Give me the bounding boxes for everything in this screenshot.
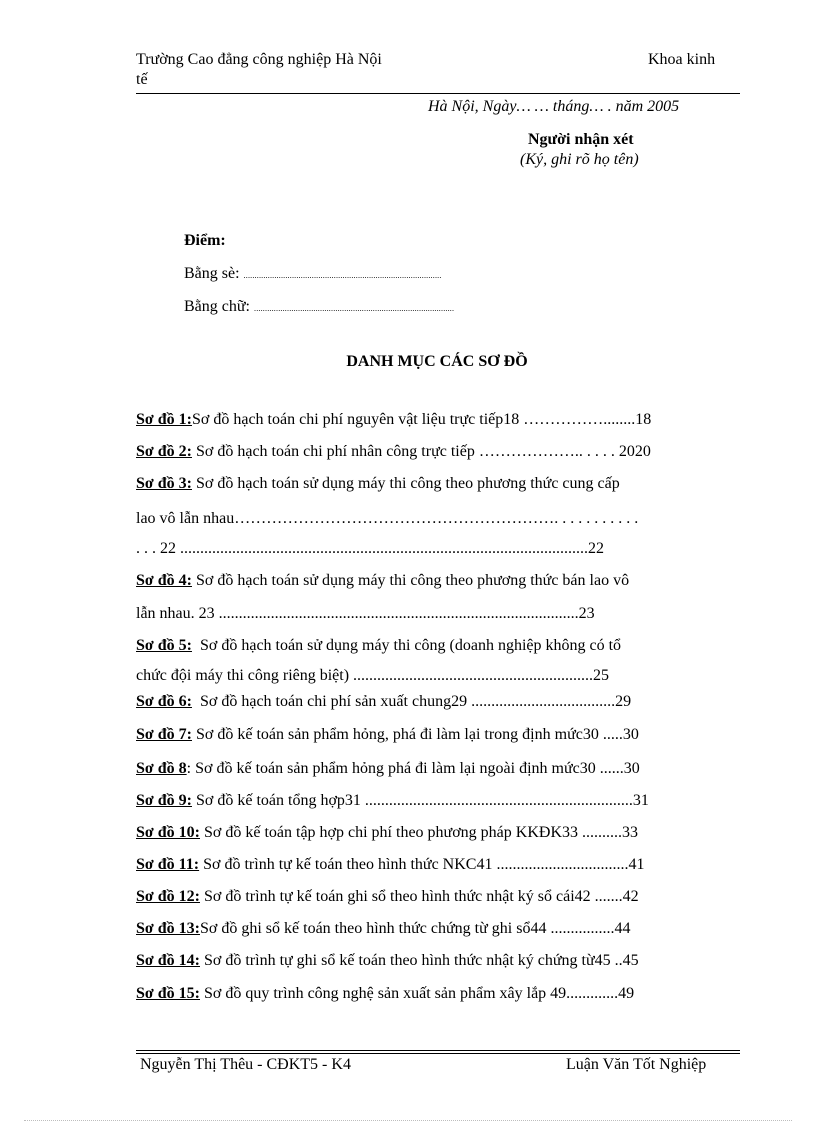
toc-item-text: Sơ đồ ghi sổ kế toán theo hình thức chứng từ ghi sổ44 ................44 <box>199 920 631 937</box>
toc-item-text: Sơ đồ hạch toán chi phí sản xuất chung29 ....................................29 <box>199 693 632 710</box>
score-by-number <box>184 264 442 286</box>
reviewer-subtitle: (Ký, ghi rõ họ tên) <box>520 151 639 168</box>
toc-item-6 <box>136 692 740 712</box>
footer-doc-type: Luận Văn Tốt Nghiệp <box>566 1056 707 1073</box>
toc-item-label: Sơ đồ 12: <box>136 888 200 905</box>
toc-item-label: Sơ đồ 3: <box>136 475 192 492</box>
page-edge <box>24 1120 792 1121</box>
faculty-name-continued: tế <box>136 71 148 88</box>
toc-item-11 <box>136 855 740 875</box>
reviewer-title: Người nhận xét <box>528 131 634 148</box>
toc-item-text: Sơ đồ hạch toán chi phí nguyên vật liệu trực tiếp18 ……………........18 <box>191 411 652 428</box>
toc-item-3-line-2: lao vô lẫn nhau……………………………………………………. . . . . . . . . . . <box>136 510 639 527</box>
footer-divider-top <box>136 1050 740 1051</box>
toc-item-text: Sơ đồ hạch toán chi phí nhân công trực tiếp ……………….. . . . . 2020 <box>195 443 651 460</box>
toc-item-label: Sơ đồ 4: <box>136 572 192 589</box>
toc-item-label: Sơ đồ 11: <box>136 856 200 873</box>
toc-item-label: Sơ đồ 9: <box>136 792 192 809</box>
toc-item-text: Sơ đồ kế toán tập hợp chi phí theo phương pháp KKĐK33 ..........33 <box>203 824 638 841</box>
toc-item-label: Sơ đồ 7: <box>136 726 192 743</box>
toc-item-label: Sơ đồ 8 <box>136 760 187 777</box>
toc-item-label: Sơ đồ 10: <box>136 824 200 841</box>
score-by-words-label: Bằng chữ: <box>184 298 250 315</box>
score-by-words-blank: ........................................................................................... <box>254 304 455 313</box>
toc-item-8 <box>136 759 740 779</box>
toc-item-3 <box>136 474 740 494</box>
toc-item-label: Sơ đồ 2: <box>136 443 192 460</box>
toc-item-text: : Sơ đồ kế toán sản phẩm hỏng phá đi làm lại ngoài định mức30 ......30 <box>186 760 640 777</box>
toc-item-4-line-2: lẫn nhau. 23 ..........................................................................................23 <box>136 605 595 622</box>
header-divider <box>136 93 740 94</box>
toc-item-3-line-3: . . . 22 ......................................................................................................22 <box>136 540 604 557</box>
toc-item-10 <box>136 823 740 843</box>
score-by-number-label: Bằng sè: <box>184 265 240 282</box>
toc-item-label: Sơ đồ 5: <box>136 637 192 654</box>
score-by-words <box>184 297 454 319</box>
toc-item-14 <box>136 951 740 971</box>
toc-item-2 <box>136 442 740 462</box>
header-school <box>136 50 382 90</box>
toc-item-9 <box>136 791 740 811</box>
toc-item-label: Sơ đồ 15: <box>136 985 200 1002</box>
toc-item-label: Sơ đồ 14: <box>136 952 200 969</box>
footer-divider-bottom <box>136 1053 740 1054</box>
toc-item-15 <box>136 984 740 1004</box>
date-line: Hà Nội, Ngày… … tháng… . năm 2005 <box>428 98 680 115</box>
toc-item-text: Sơ đồ hạch toán sử dụng máy thi công (doanh nghiệp không có tổ <box>199 637 622 654</box>
toc-item-1 <box>136 410 740 430</box>
toc-item-4 <box>136 571 740 591</box>
toc-title: DANH MỤC CÁC SƠ ĐỒ <box>346 353 528 370</box>
score-title: Điểm: <box>184 232 226 249</box>
faculty-name: Khoa kinh <box>648 51 716 68</box>
school-name: Trường Cao đẳng công nghiệp Hà Nội <box>136 51 382 68</box>
toc-item-5-line-2: chức đội máy thi công riêng biệt) ............................................................25 <box>136 667 610 684</box>
toc-item-text: Sơ đồ kế toán sản phẩm hỏng, phá đi làm lại trong định mức30 .....30 <box>195 726 639 743</box>
toc-item-13 <box>136 919 740 939</box>
toc-item-7 <box>136 725 740 745</box>
toc-item-text: Sơ đồ quy trình công nghệ sản xuất sản phẩm xây lắp 49.............49 <box>203 985 635 1002</box>
toc-item-text: Sơ đồ trình tự ghi sổ kế toán theo hình thức nhật ký chứng từ45 ..45 <box>203 952 639 969</box>
toc-item-label: Sơ đồ 6: <box>136 693 192 710</box>
toc-item-text: Sơ đồ trình tự kế toán ghi sổ theo hình thức nhật ký sổ cái42 .......42 <box>203 888 639 905</box>
toc-item-5 <box>136 636 740 656</box>
toc-item-12 <box>136 887 740 907</box>
toc-item-text: Sơ đồ trình tự kế toán theo hình thức NKC41 .................................41 <box>203 856 645 873</box>
toc-item-label: Sơ đồ 1: <box>136 411 192 428</box>
toc-item-label: Sơ đồ 13: <box>136 920 200 937</box>
toc-item-text: Sơ đồ kế toán tổng hợp31 ...................................................................31 <box>195 792 649 809</box>
toc-item-text: Sơ đồ hạch toán sử dụng máy thi công theo phương thức cung cấp <box>195 475 620 492</box>
score-by-number-blank: .......................................................................................... <box>243 271 442 280</box>
toc-item-text: Sơ đồ hạch toán sử dụng máy thi công theo phương thức bán lao vô <box>195 572 630 589</box>
footer-author: Nguyễn Thị Thêu - CĐKT5 - K4 <box>140 1056 351 1073</box>
